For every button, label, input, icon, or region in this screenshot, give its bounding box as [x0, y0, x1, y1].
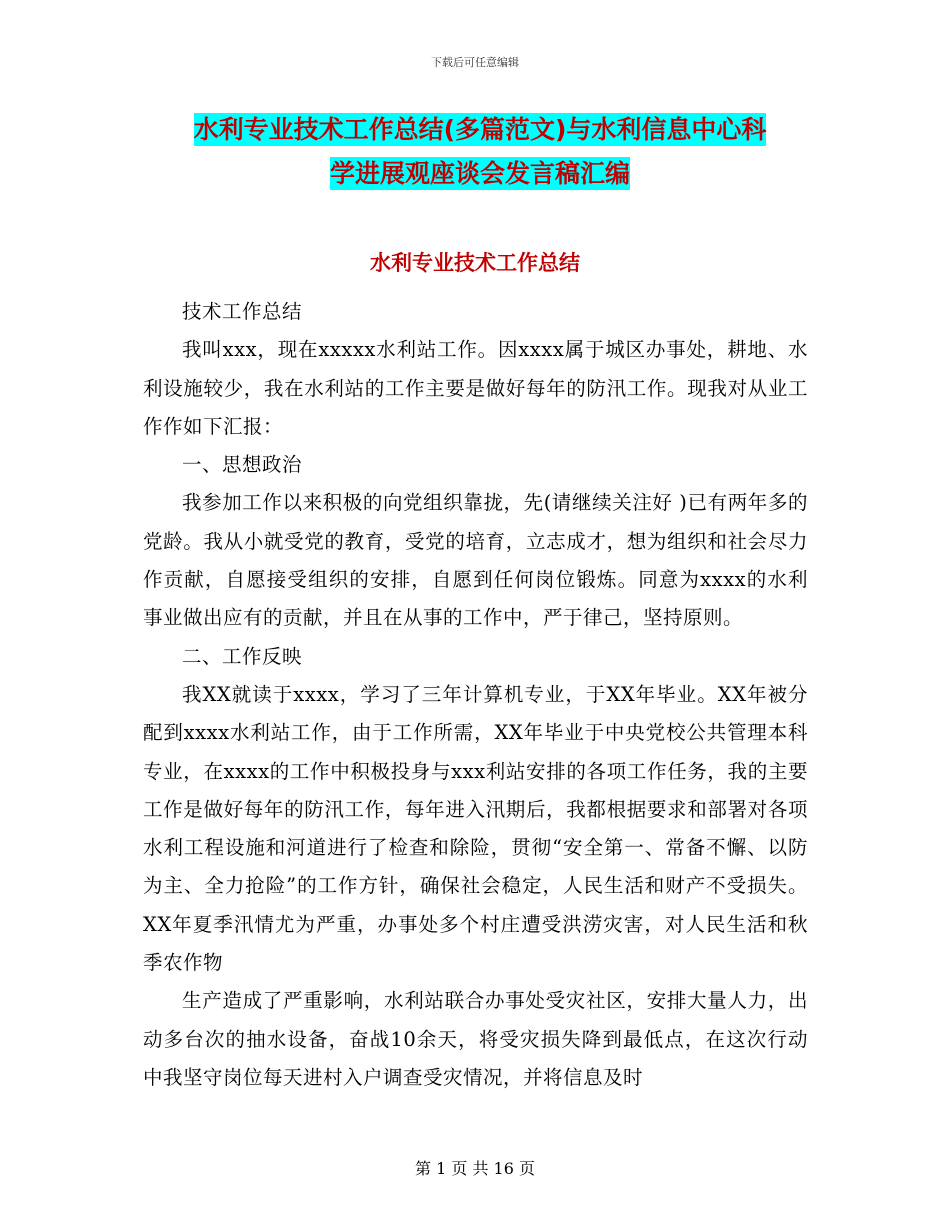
paragraph: 生产造成了严重影响，水利站联合办事处受灾社区，安排大量人力，出动多台次的抽水设备，奋战10余天，将受灾损失降到最低点，在这次行动中我坚守岗位每天进村入户调查受灾情况，并将信息及时 [143, 989, 808, 1089]
document-title [140, 108, 820, 196]
paragraph: 我叫xxx，现在xxxxx水利站工作。因xxxx属于城区办事处，耕地、水利设施较少，我在水利站的工作主要是做好每年的防汛工作。现我对从业工作作如下汇报： [143, 338, 808, 438]
document-title-line-2: 学进展观座谈会发言稿汇编 [329, 159, 630, 188]
document-title-line-1: 水利专业技术工作总结(多篇范文)与水利信息中心科 [193, 115, 767, 144]
paragraph-heading-politics: 一、思想政治 [182, 453, 303, 477]
body-text [143, 293, 808, 1097]
paragraph: 我XX就读于xxxx，学习了三年计算机专业，于XX年毕业。XX年被分配到xxxx水利站工作，由于工作所需，XX年毕业于中央党校公共管理本科专业，在xxxx的工作中积极投身与xxx利站安排的各项工作任务，我的主要工作是做好每年的防汛工作，每年进入汛期后，我都根据要求和部署对各项水利工程设施和河道进行了检查和除险，贯彻“安全第一、常备不懈、以防为主、全力抢险”的工作方针，确保社会稳定，人民生活和财产不受损失。XX年夏季汛情尤为严重，办事处多个村庄遭受洪涝灾害，对人民生活和秋季农作物 [143, 682, 808, 975]
paragraph-heading-work: 二、工作反映 [182, 644, 303, 668]
section-title: 水利专业技术工作总结 [370, 251, 580, 275]
page-header-note: 下载后可任意编辑 [431, 56, 519, 69]
paragraph-subheading: 技术工作总结 [182, 300, 303, 323]
page-number-indicator: 第 1 页 共 16 页 [415, 1159, 535, 1178]
paragraph: 我参加工作以来积极的向党组织靠拢，先(请继续关注好 )已有两年多的党龄。我从小就受党的教育，受党的培育，立志成才，想为组织和社会尽力作贡献，自愿接受组织的安排，自愿到任何岗位锻炼。同意为xxxx的水利事业做出应有的贡献，并且在从事的工作中，严于律己，坚持原则。 [143, 491, 808, 630]
